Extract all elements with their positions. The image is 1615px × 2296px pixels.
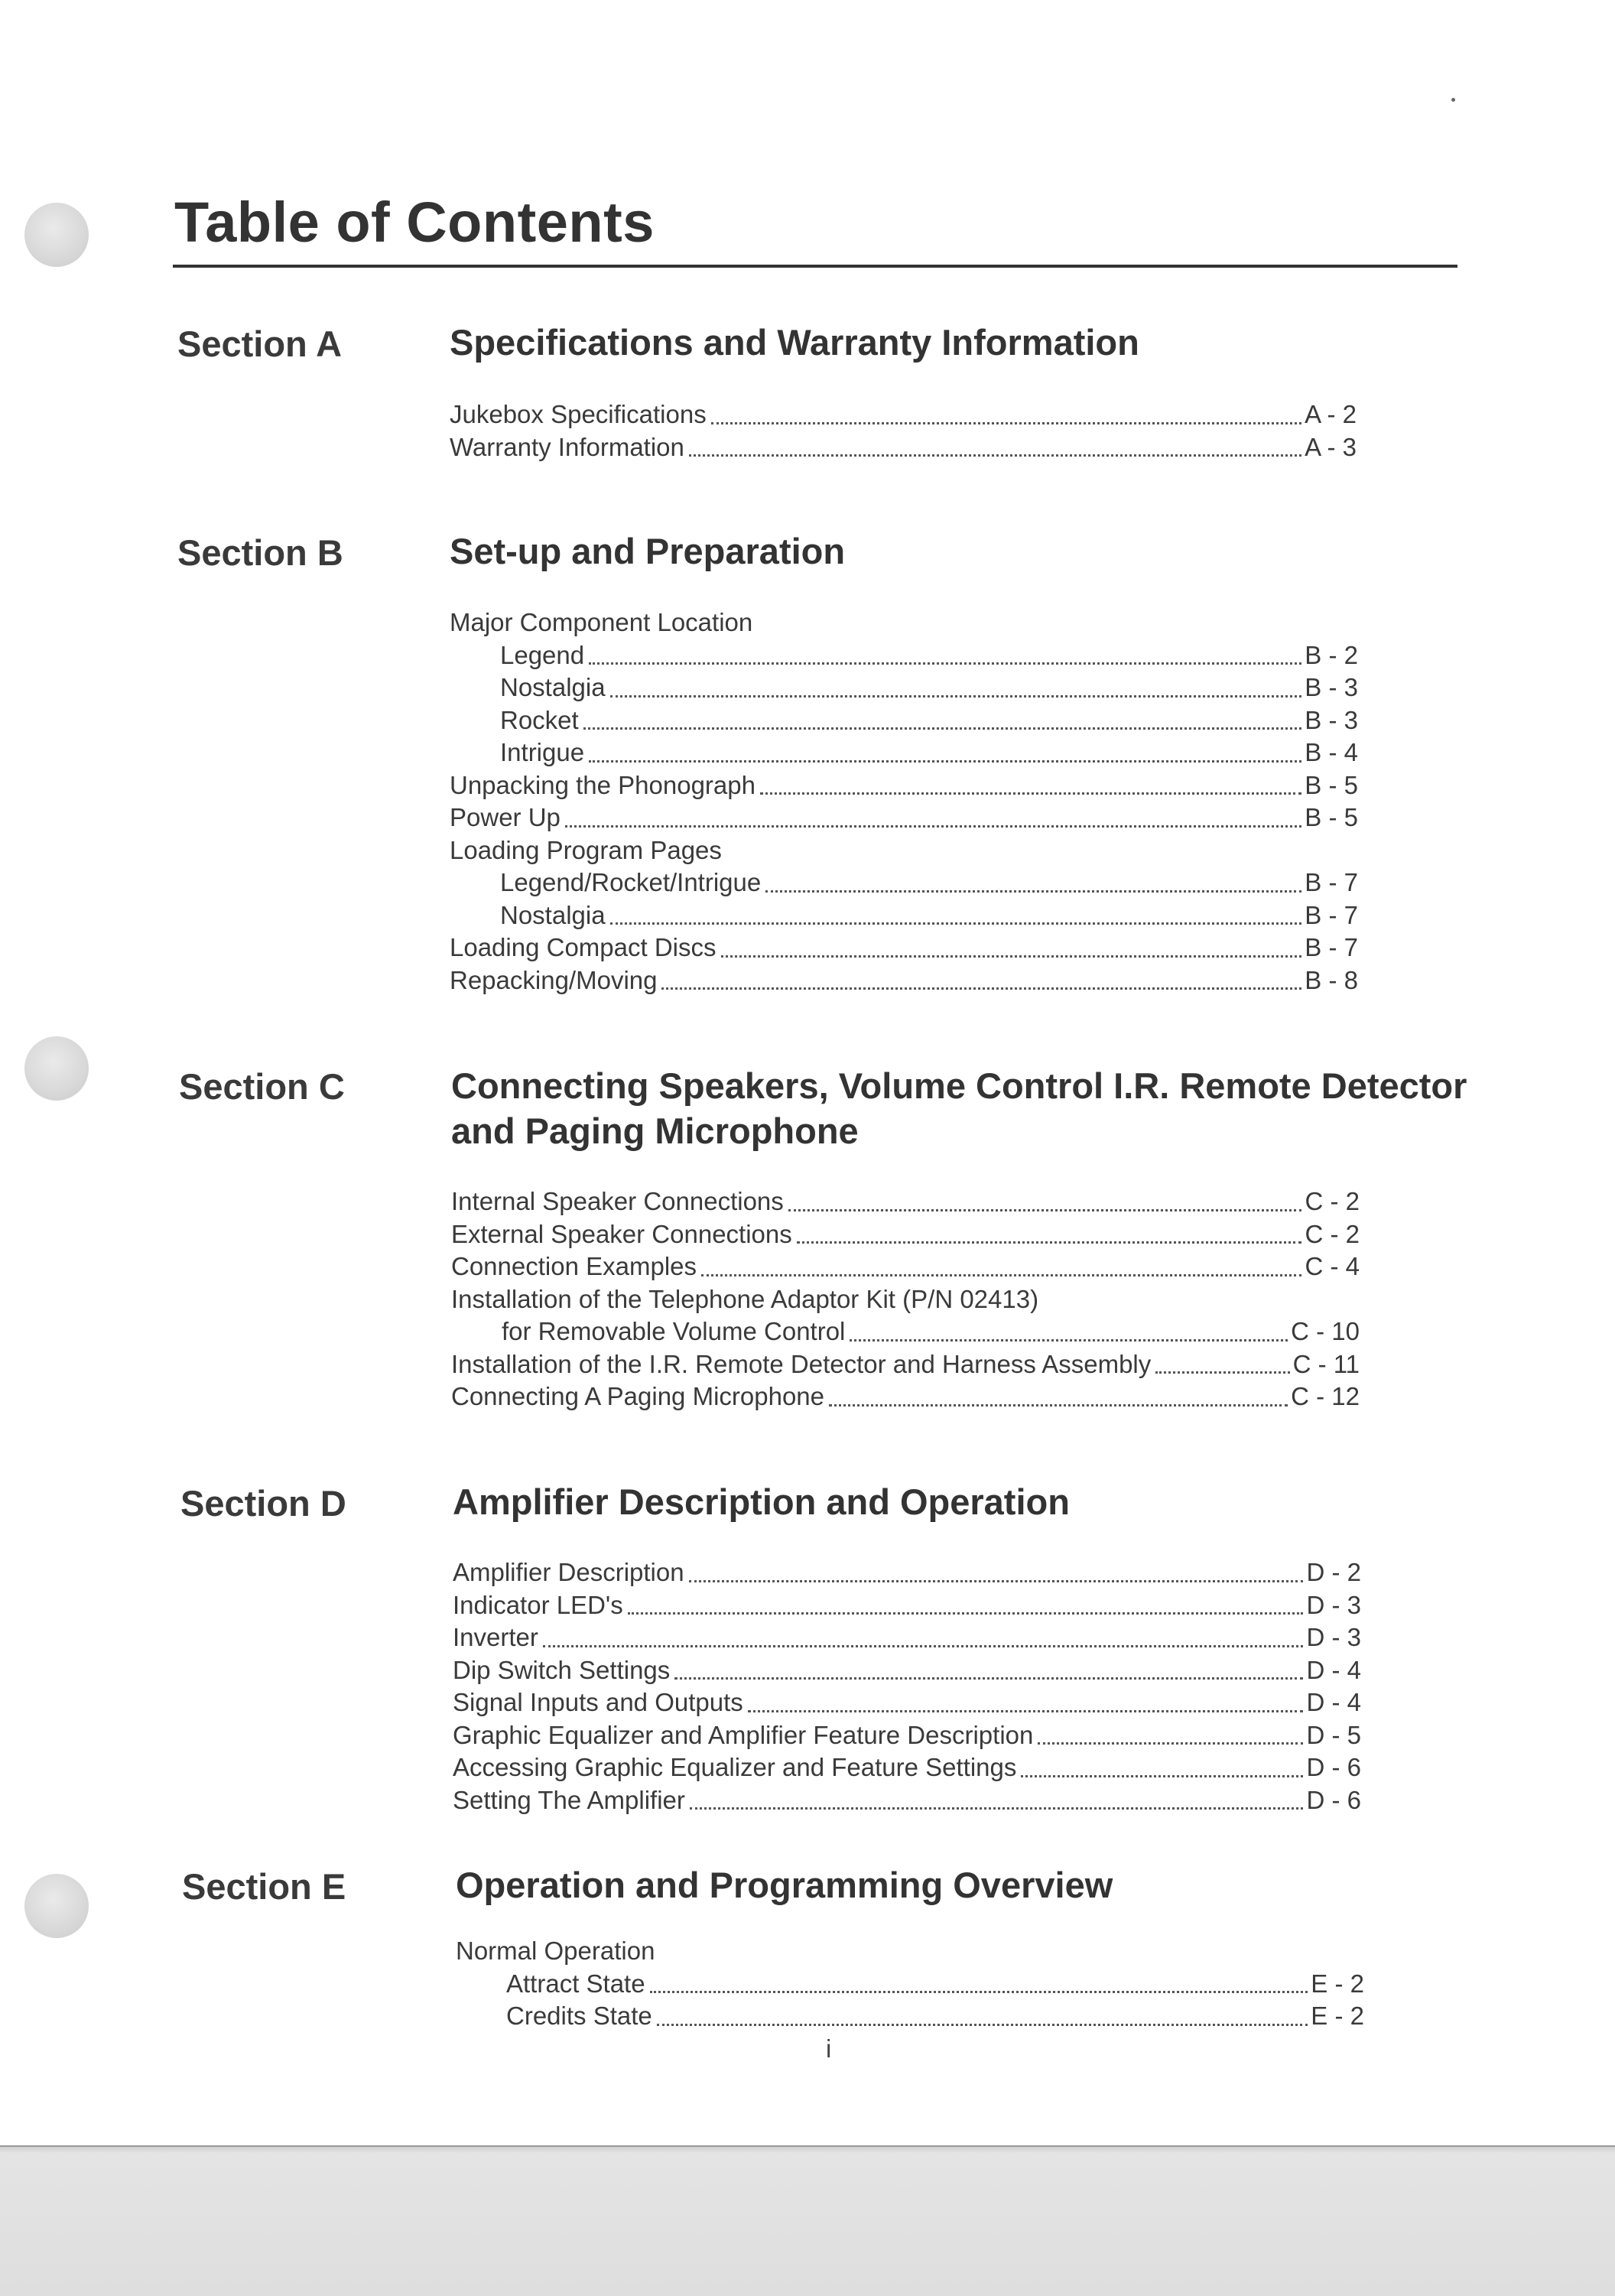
toc-entry[interactable]: Amplifier Description D - 2 xyxy=(453,1558,1361,1586)
toc-entry[interactable]: Jukebox Specifications A - 2 xyxy=(450,400,1357,428)
toc-subheading: Loading Program Pages xyxy=(450,835,722,864)
section-a-entries xyxy=(450,400,1357,465)
section-label-a: Section A xyxy=(177,324,343,364)
section-title-a: Specifications and Warranty Information xyxy=(450,322,1139,363)
scan-speck xyxy=(1451,98,1455,102)
section-title-b: Set-up and Preparation xyxy=(450,531,846,571)
toc-entry[interactable]: Loading Compact Discs B - 7 xyxy=(450,933,1358,961)
section-label-b: Section B xyxy=(177,532,343,573)
toc-entry[interactable]: Indicator LED's D - 3 xyxy=(453,1590,1361,1619)
toc-entry[interactable]: Nostalgia B - 3 xyxy=(500,673,1358,701)
toc-entry[interactable]: Repacking/Moving B - 8 xyxy=(450,965,1358,994)
toc-entry[interactable]: Connection Examples C - 4 xyxy=(451,1252,1360,1280)
toc-entry[interactable]: Credits State E - 2 xyxy=(506,2002,1364,2030)
section-title-e: Operation and Programming Overview xyxy=(456,1865,1113,1905)
toc-subheading: Installation of the Telephone Adaptor Kit (P/N 02413) xyxy=(451,1284,1039,1313)
section-label-e: Section E xyxy=(182,1866,346,1907)
page-title: Table of Contents xyxy=(174,190,655,254)
section-label-c: Section C xyxy=(179,1066,345,1107)
binder-hole-top xyxy=(24,203,89,267)
binder-hole-bottom xyxy=(24,1874,89,1938)
toc-entry[interactable]: External Speaker Connections C - 2 xyxy=(451,1219,1360,1248)
toc-entry[interactable]: Power Up B - 5 xyxy=(450,803,1358,831)
toc-entry[interactable]: Nostalgia B - 7 xyxy=(500,900,1358,929)
toc-subheading: Normal Operation xyxy=(456,1937,655,1965)
toc-entry[interactable]: Warranty Information A - 3 xyxy=(450,432,1357,461)
toc-entry[interactable]: Rocket B - 3 xyxy=(500,705,1358,734)
section-c-entries xyxy=(451,1187,1360,1415)
scan-bottom-edge xyxy=(0,2145,1615,2296)
toc-entry[interactable]: Graphic Equalizer and Amplifier Feature Description D - 5 xyxy=(453,1720,1361,1749)
binder-hole-middle xyxy=(24,1036,89,1101)
toc-entry[interactable]: Attract State E - 2 xyxy=(506,1969,1364,1998)
toc-entry[interactable]: Unpacking the Phonograph B - 5 xyxy=(450,770,1358,799)
toc-entry[interactable]: Inverter D - 3 xyxy=(453,1623,1361,1651)
toc-subheading: Major Component Location xyxy=(450,608,753,636)
section-title-c: Connecting Speakers, Volume Control I.R. Remote Detector and Paging Microphone xyxy=(451,1065,1467,1151)
toc-entry[interactable]: Setting The Amplifier D - 6 xyxy=(453,1785,1361,1814)
section-b-entries xyxy=(450,608,1358,998)
toc-entry[interactable]: Accessing Graphic Equalizer and Feature Settings D - 6 xyxy=(453,1753,1361,1781)
toc-entry[interactable]: Installation of the I.R. Remote Detector and Harness Assembly C - 11 xyxy=(451,1349,1360,1378)
section-d-entries xyxy=(453,1558,1361,1818)
toc-entry[interactable]: for Removable Volume Control C - 10 xyxy=(502,1317,1360,1345)
section-e-entries xyxy=(456,1937,1364,2034)
title-rule xyxy=(173,265,1457,268)
toc-entry[interactable]: Legend B - 2 xyxy=(500,640,1358,669)
toc-entry[interactable]: Internal Speaker Connections C - 2 xyxy=(451,1187,1360,1215)
toc-entry[interactable]: Intrigue B - 4 xyxy=(500,738,1358,766)
page-number: i xyxy=(826,2034,832,2063)
toc-entry[interactable]: Connecting A Paging Microphone C - 12 xyxy=(451,1382,1360,1410)
toc-entry[interactable]: Legend/Rocket/Intrigue B - 7 xyxy=(500,868,1358,896)
section-title-d: Amplifier Description and Operation xyxy=(453,1481,1070,1522)
section-label-d: Section D xyxy=(180,1483,346,1524)
toc-entry[interactable]: Dip Switch Settings D - 4 xyxy=(453,1655,1361,1684)
toc-entry[interactable]: Signal Inputs and Outputs D - 4 xyxy=(453,1688,1361,1716)
